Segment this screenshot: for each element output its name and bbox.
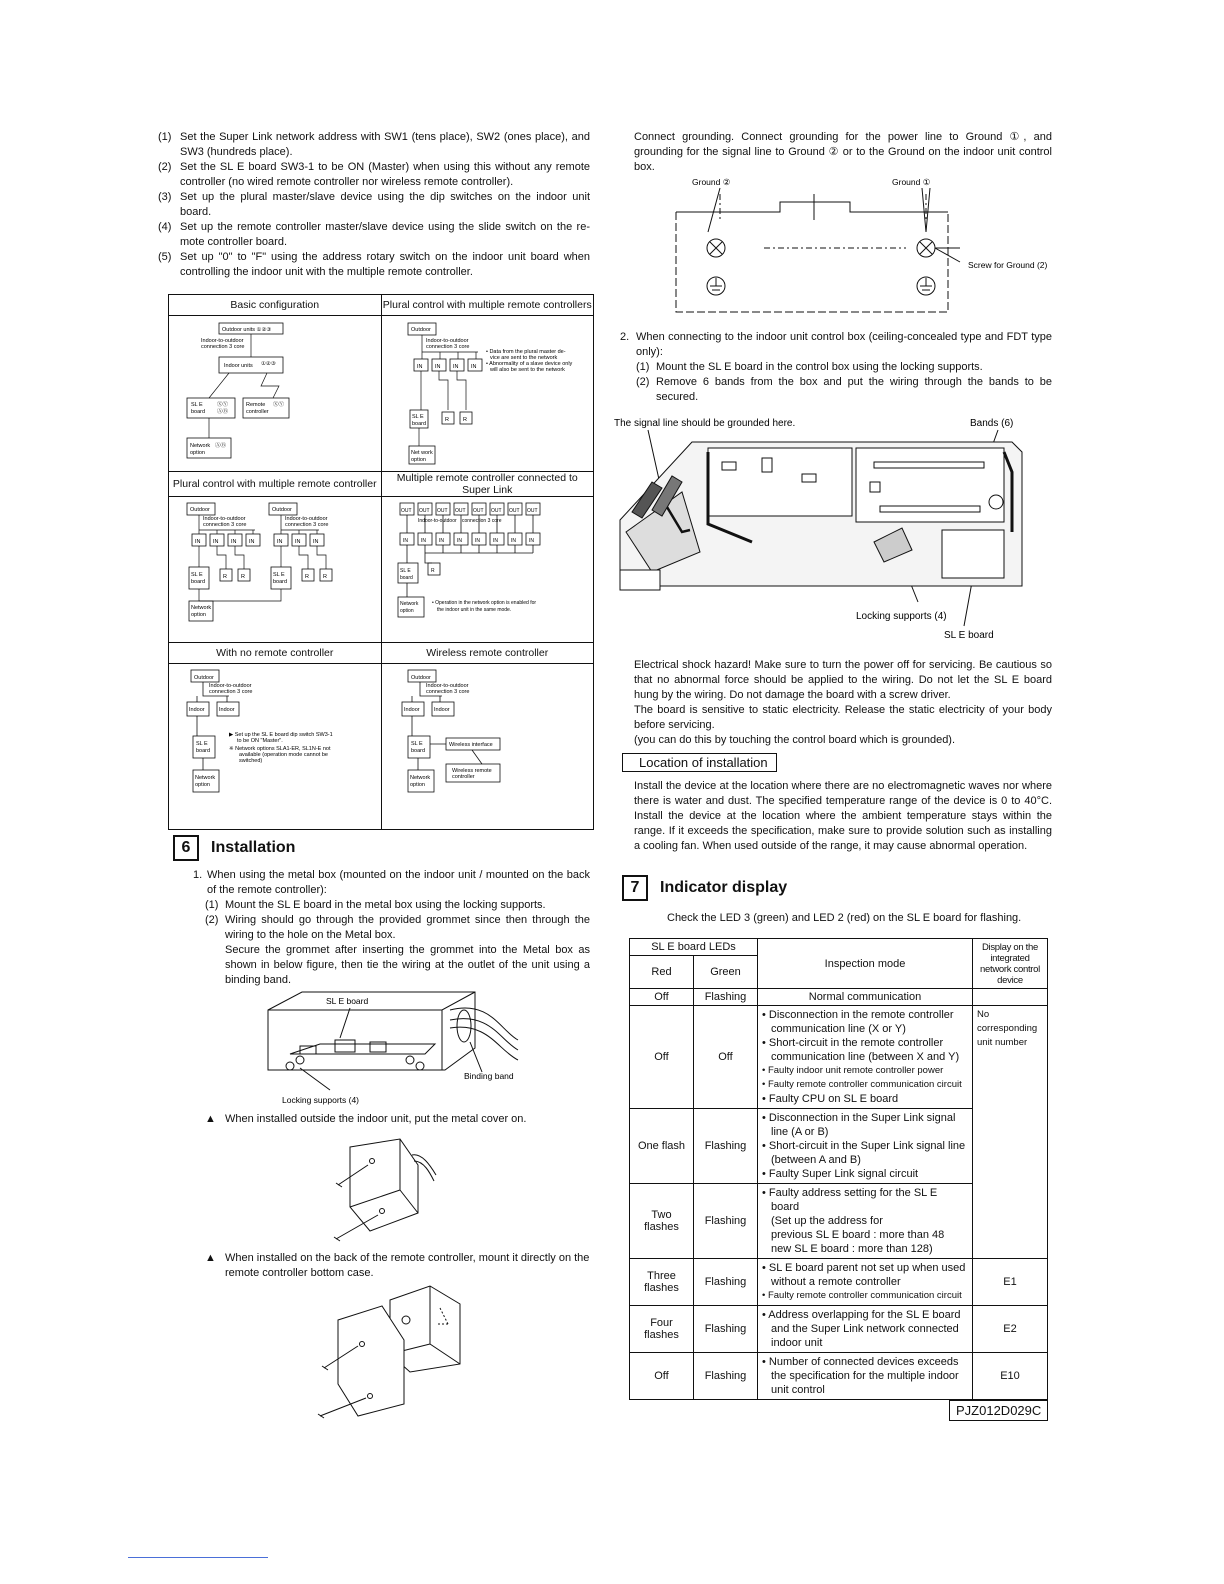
svg-text:to be ON "Master".: to be ON "Master". xyxy=(237,738,283,744)
table-header: Display on the integrated network control device xyxy=(973,939,1048,989)
grounding-text: Connect grounding. Connect grounding for the power line to Ground ①, and grounding for the signal line to Ground ② or to the Ground on the indoor unit control box. xyxy=(634,131,1052,173)
svg-text:Wireless remote: Wireless remote xyxy=(451,768,492,774)
svg-text:Network: Network xyxy=(190,443,211,449)
warning-text: Electrical shock hazard! Make sure to turn the power off for servicing. Be cautious so that no abnormal force should be applied to the wiring. Do not let the SL E board hung by the wiring. Do not damage the board with a screw driver. The board is sensitive to static electricity. Release the static electricity of your body before servicing. (you can do this by touching the control board which is grounded). xyxy=(634,659,1052,746)
svg-text:OUT: OUT xyxy=(526,508,538,514)
svg-text:IN: IN xyxy=(492,538,498,544)
installation-heading xyxy=(173,835,295,861)
svg-text:Outdoor: Outdoor xyxy=(410,675,431,681)
location-text: Install the device at the location where there are no electromagnetic waves nor where there is water and dust. The specified temperature range of the device is 0 to 40°C. Install the device at the location where the ambient temperature stays within the range. If it exceeds the specification, make sure to provide solution such as installing a cooling fan. When used outside of the range, it may cause abnormal operation. xyxy=(634,780,1052,852)
section-number: 6 xyxy=(173,835,199,861)
svg-text:IN: IN xyxy=(231,539,237,545)
svg-text:board: board xyxy=(191,409,206,415)
svg-text:switched): switched) xyxy=(239,758,263,764)
svg-text:connection 3 core: connection 3 core xyxy=(461,518,501,524)
config-header: With no remote controller xyxy=(169,643,382,664)
svg-text:Indoor: Indoor xyxy=(219,707,235,713)
table-header: Inspection mode xyxy=(758,939,973,989)
svg-text:option: option xyxy=(195,782,210,788)
svg-text:board: board xyxy=(196,748,211,754)
indicator-heading xyxy=(622,875,787,901)
footer-rule xyxy=(128,1557,268,1558)
svg-text:IN: IN xyxy=(295,539,301,545)
configuration-table xyxy=(168,294,594,830)
svg-text:board: board xyxy=(399,575,413,581)
document-id: PJZ012D029C xyxy=(949,1400,1048,1421)
svg-text:Network: Network xyxy=(195,775,216,781)
svg-text:IN: IN xyxy=(195,539,201,545)
svg-text:IN: IN xyxy=(213,539,219,545)
config-header: Basic configuration xyxy=(169,295,382,316)
installation-text xyxy=(193,868,590,988)
triangle-icon: ▲ xyxy=(205,1113,216,1125)
svg-text:Indoor-to-outdoor: Indoor-to-outdoor xyxy=(425,683,468,689)
svg-text:connection 3 core: connection 3 core xyxy=(201,344,245,350)
svg-text:Indoor-to-outdoor: Indoor-to-outdoor xyxy=(425,338,468,344)
svg-text:board: board xyxy=(273,579,288,585)
svg-text:ⓍⓎ: ⓍⓎ xyxy=(217,402,229,408)
list-item: 1. When using the metal box (mounted on the indoor unit / mounted on the back of the remote controller): xyxy=(193,869,590,896)
svg-text:R: R xyxy=(323,574,327,580)
remote-back-note: ▲ When installed on the back of the remote controller, mount it directly on the remote controller bottom case. xyxy=(205,1252,590,1279)
svg-text:IN: IN xyxy=(438,538,444,544)
indicator-table xyxy=(629,938,1048,1400)
basic-config-diagram xyxy=(169,316,382,472)
wireless-remote-diagram xyxy=(381,664,594,830)
svg-text:※ Network options SLA1-ER, SL1: ※ Network options SLA1-ER, SL1N-E not xyxy=(229,746,331,752)
svg-text:Net work: Net work xyxy=(410,450,433,456)
svg-text:OUT: OUT xyxy=(400,508,412,514)
svg-text:ⓍⓎ: ⓍⓎ xyxy=(273,402,285,408)
svg-text:ⒶⒷ: ⒶⒷ xyxy=(217,409,229,415)
svg-text:Wireless interface: Wireless interface xyxy=(448,742,493,748)
svg-text:ⒶⒷ: ⒶⒷ xyxy=(215,443,227,449)
svg-text:option: option xyxy=(190,450,205,456)
svg-text:option: option xyxy=(409,782,425,788)
svg-text:R: R xyxy=(444,417,449,423)
svg-text:Indoor units: Indoor units xyxy=(224,363,253,369)
svg-text:SL E: SL E xyxy=(196,741,208,747)
no-remote-diagram xyxy=(169,664,382,830)
svg-text:Locking supports (4): Locking supports (4) xyxy=(856,611,947,622)
plural-remote-diagram xyxy=(381,316,594,472)
svg-text:Network: Network xyxy=(399,601,418,607)
svg-text:Indoor: Indoor xyxy=(433,707,450,713)
svg-text:IN: IN xyxy=(474,538,480,544)
svg-text:the indoor unit in the same mo: the indoor unit in the same mode. xyxy=(436,607,511,613)
svg-text:vice are sent to the network: vice are sent to the network xyxy=(489,355,557,361)
svg-text:OUT: OUT xyxy=(454,508,466,514)
svg-text:OUT: OUT xyxy=(508,508,520,514)
svg-text:IN: IN xyxy=(434,364,440,370)
table-row: Off Flashing Normal communication xyxy=(630,989,1048,1006)
svg-text:Network: Network xyxy=(191,605,212,611)
svg-text:Ground ②: Ground ② xyxy=(692,177,731,187)
section-number: 7 xyxy=(622,875,648,901)
list-item: (3) Set up the plural master/slave device using the dip switches on the indoor unit board. xyxy=(158,191,590,218)
metal-cover-figure xyxy=(330,1135,440,1245)
table-header: Green xyxy=(694,956,758,989)
table-header: SL E board LEDs xyxy=(630,939,758,956)
svg-text:connection 3 core: connection 3 core xyxy=(203,522,247,528)
svg-text:Indoor-to-outdoor: Indoor-to-outdoor xyxy=(285,516,328,522)
table-header: Red xyxy=(630,956,694,989)
list-item: (1) Set the Super Link network address with SW1 (tens place), SW2 (ones place), and SW3 (hundreds place). xyxy=(158,131,590,158)
svg-text:Remote: Remote xyxy=(246,402,266,408)
svg-text:Indoor-to-outdoor: Indoor-to-outdoor xyxy=(203,516,246,522)
svg-text:SL E: SL E xyxy=(191,402,203,408)
list-item: (1) Mount the SL E board in the control box using the locking supports. xyxy=(636,361,983,373)
table-row: Two flashes Flashing • Faulty address setting for the SL E board (Set up the address for previous SL E board : more than 48 new SL E board : more than 128) xyxy=(630,1184,1048,1259)
svg-text:IN: IN xyxy=(528,538,534,544)
config-header: Wireless remote controller xyxy=(381,643,594,664)
svg-text:Indoor: Indoor xyxy=(189,707,205,713)
svg-text:available (operation mode cann: available (operation mode cannot be xyxy=(239,752,328,758)
svg-text:The signal line should be grou: The signal line should be grounded here. xyxy=(614,418,796,429)
indicator-intro: Check the LED 3 (green) and LED 2 (red) on the SL E board for flashing. xyxy=(667,912,1022,924)
svg-text:connection 3 core: connection 3 core xyxy=(425,344,469,350)
svg-text:IN: IN xyxy=(420,538,426,544)
svg-text:• Data from the plural master: • Data from the plural master de- xyxy=(485,349,566,355)
svg-text:SL E: SL E xyxy=(399,568,411,574)
control-box-text xyxy=(620,330,1052,405)
svg-text:Network: Network xyxy=(409,775,430,781)
svg-text:SL E board: SL E board xyxy=(944,630,994,641)
svg-text:Outdoor: Outdoor xyxy=(190,507,210,513)
svg-text:Bands (6): Bands (6) xyxy=(970,418,1014,429)
svg-text:▶ Set up the SL E board dip sw: ▶ Set up the SL E board dip switch SW3-1 xyxy=(229,732,333,738)
svg-text:Indoor-to-outdoor: Indoor-to-outdoor xyxy=(417,518,457,524)
svg-text:Outdoor: Outdoor xyxy=(410,327,431,333)
table-row: Off Off • Disconnection in the remote controller communication line (X or Y) • Short-circuit in the remote controller communication line (between X and Y) • Faulty indoor unit remote controller power • Faulty remote controller communication circuit • Faulty CPU on SL E board No corresponding unit number xyxy=(630,1006,1048,1109)
svg-text:Outdoor: Outdoor xyxy=(272,507,292,513)
ground-figure xyxy=(660,172,1050,318)
list-item: (2) Wiring should go through the provided grommet since then through the wiring to the hole on the Metal box. Secure the grommet after inserting the grommet into the Metal box as shown in below figure, then tie the wiring at the outlet of the unit using a binding band. xyxy=(205,914,590,986)
svg-text:R: R xyxy=(462,417,467,423)
svg-text:IN: IN xyxy=(452,364,458,370)
triangle-icon: ▲ xyxy=(205,1252,216,1264)
svg-text:Binding band: Binding band xyxy=(464,1071,514,1081)
svg-text:OUT: OUT xyxy=(418,508,430,514)
config-header: Multiple remote controller connected to Super Link xyxy=(381,472,594,497)
svg-text:option: option xyxy=(399,608,414,614)
svg-text:connection 3 core: connection 3 core xyxy=(425,689,469,695)
svg-text:OUT: OUT xyxy=(472,508,484,514)
svg-text:Ground ①: Ground ① xyxy=(892,177,931,187)
svg-text:SL E: SL E xyxy=(191,572,203,578)
svg-text:R: R xyxy=(430,568,435,574)
table-row: Off Flashing • Number of connected devices exceeds the specification for the multiple indoor unit control E10 xyxy=(630,1353,1048,1400)
svg-text:Outdoor: Outdoor xyxy=(194,675,214,681)
svg-text:board: board xyxy=(410,748,425,754)
svg-text:R: R xyxy=(241,574,245,580)
svg-text:connection 3 core: connection 3 core xyxy=(285,522,329,528)
svg-text:R: R xyxy=(305,574,309,580)
table-row: Three flashes Flashing • SL E board parent not set up when used without a remote controller • Faulty remote controller communication circuit E1 xyxy=(630,1259,1048,1306)
svg-text:controller: controller xyxy=(246,409,269,415)
multiple-superlink-diagram xyxy=(381,497,594,643)
svg-text:R: R xyxy=(223,574,227,580)
metal-box-figure xyxy=(260,990,520,1108)
svg-text:board: board xyxy=(411,421,426,427)
plural-multiple-diagram xyxy=(169,497,382,643)
svg-text:SL E: SL E xyxy=(411,414,424,420)
remote-back-figure xyxy=(310,1284,470,1424)
control-box-figure xyxy=(612,412,1032,644)
list-item: (2) Remove 6 bands from the box and put the wiring through the bands to be secured. xyxy=(636,376,1052,403)
svg-text:Indoor: Indoor xyxy=(403,707,420,713)
svg-text:• Abnormality of a slave devic: • Abnormality of a slave device only xyxy=(485,361,572,367)
svg-text:option: option xyxy=(191,612,206,618)
location-heading: Location of installation xyxy=(622,753,777,772)
svg-text:Outdoor units ①②③: Outdoor units ①②③ xyxy=(222,327,272,333)
svg-text:IN: IN xyxy=(456,538,462,544)
list-item: (1) Mount the SL E board in the metal box using the locking supports. xyxy=(205,899,546,911)
svg-text:Indoor-to-outdoor: Indoor-to-outdoor xyxy=(201,338,244,344)
svg-text:Indoor-to-outdoor: Indoor-to-outdoor xyxy=(209,683,252,689)
table-row: Four flashes Flashing • Address overlapping for the SL E board and the Super Link network connected indoor unit E2 xyxy=(630,1306,1048,1353)
config-header: Plural control with multiple remote controllers xyxy=(381,295,594,316)
svg-text:• Operation in the network opt: • Operation in the network option is enabled for xyxy=(431,600,536,606)
svg-text:①②③: ①②③ xyxy=(261,361,276,367)
svg-text:board: board xyxy=(191,579,206,585)
svg-text:SL E: SL E xyxy=(410,741,423,747)
svg-text:IN: IN xyxy=(402,538,408,544)
list-item: 2. When connecting to the indoor unit control box (ceiling-concealed type and FDT type only): xyxy=(620,331,1052,358)
list-item: (5) Set up "0" to "F" using the address rotary switch on the indoor unit board when controlling the indoor unit with the multiple remote controller. xyxy=(158,251,590,278)
list-item: (2) Set the SL E board SW3-1 to be ON (Master) when using this without any remote controller (no wired remote controller nor wireless remote controller). xyxy=(158,161,590,188)
svg-text:IN: IN xyxy=(416,364,422,370)
svg-text:IN: IN xyxy=(249,539,255,545)
section-title: Indicator display xyxy=(660,879,788,896)
svg-text:SL E: SL E xyxy=(273,572,285,578)
svg-text:IN: IN xyxy=(470,364,476,370)
config-header: Plural control with multiple remote controller xyxy=(169,472,382,497)
svg-text:SL E board: SL E board xyxy=(326,996,369,1006)
svg-text:IN: IN xyxy=(313,539,319,545)
section-title: Installation xyxy=(211,839,296,856)
svg-text:controller: controller xyxy=(451,774,475,780)
svg-text:IN: IN xyxy=(277,539,283,545)
svg-text:Locking supports (4): Locking supports (4) xyxy=(282,1095,360,1105)
svg-text:connection 3 core: connection 3 core xyxy=(209,689,253,695)
svg-text:IN: IN xyxy=(510,538,516,544)
list-item: (4) Set up the remote controller master/slave device using the slide switch on the re- mote controller board. xyxy=(158,221,590,248)
svg-text:option: option xyxy=(410,457,426,463)
metal-cover-note: ▲ When installed outside the indoor unit, put the metal cover on. xyxy=(205,1113,527,1125)
svg-text:Screw for Ground (2): Screw for Ground (2) xyxy=(968,260,1048,270)
svg-text:OUT: OUT xyxy=(436,508,448,514)
setup-steps xyxy=(158,130,590,280)
svg-text:will also be sent to the netwo: will also be sent to the network xyxy=(489,367,565,373)
svg-text:OUT: OUT xyxy=(490,508,502,514)
table-row: One flash Flashing • Disconnection in the Super Link signal line (A or B) • Short-circuit in the Super Link signal line (between A and B) • Faulty Super Link signal circuit xyxy=(630,1109,1048,1184)
